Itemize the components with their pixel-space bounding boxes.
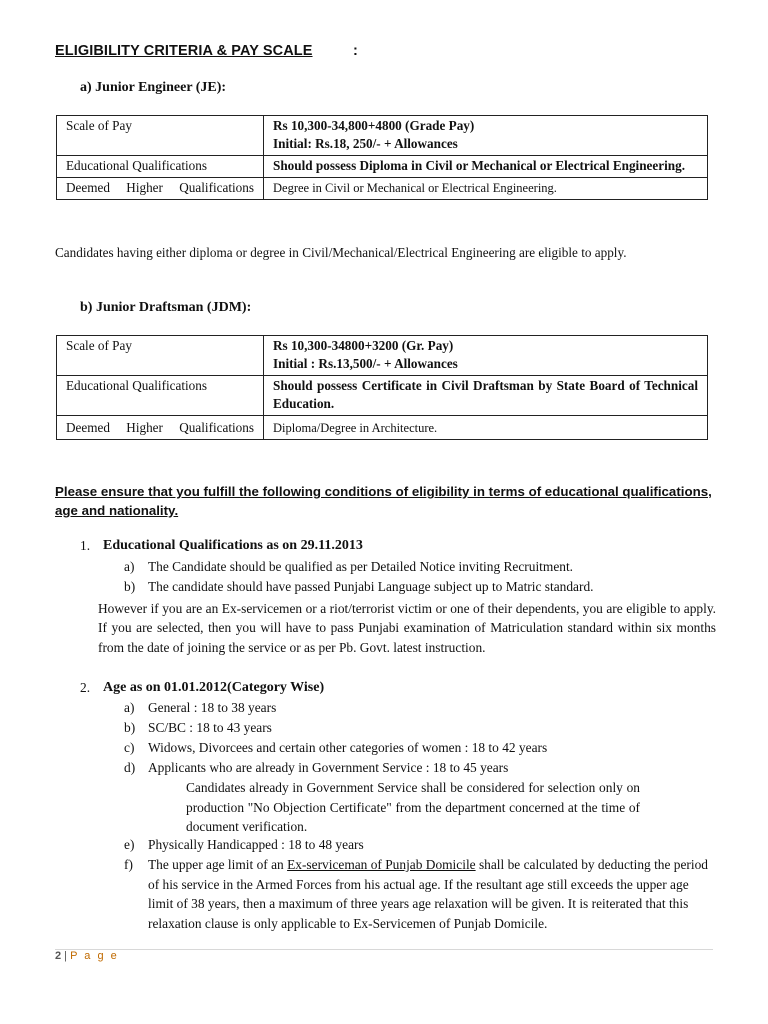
s2-item-d: Applicants who are already in Government Service : 18 to 45 years	[148, 760, 509, 775]
page-label: P a g e	[70, 950, 119, 962]
jdm-edu-value: Should possess Certificate in Civil Draftsman by State Board of Technical Education.	[264, 376, 708, 416]
table-row	[57, 376, 708, 416]
page-title: ELIGIBILITY CRITERIA & PAY SCALE	[55, 43, 313, 59]
jdm-deemed-value: Diploma/Degree in Architecture.	[264, 416, 708, 440]
footer-divider	[55, 949, 713, 950]
table-row	[57, 116, 708, 156]
s2-item-b: SC/BC : 18 to 43 years	[148, 720, 272, 735]
section2-title: Age as on 01.01.2012(Category Wise)	[103, 680, 325, 695]
s2-item-e: Physically Handicapped : 18 to 48 years	[148, 837, 364, 852]
jdm-table	[56, 335, 708, 440]
s2-marker-a: a)	[124, 700, 135, 715]
je-heading: a) Junior Engineer (JE):	[80, 80, 227, 95]
je-edu-value: Should possess Diploma in Civil or Mechanical or Electrical Engineering.	[264, 156, 708, 178]
s1-item-a: The Candidate should be qualified as per Detailed Notice inviting Recruitment.	[148, 559, 574, 574]
title-colon: :	[353, 43, 358, 59]
s1-marker-b: b)	[124, 579, 136, 594]
je-pay-line2: Initial: Rs.18, 250/- + Allowances	[273, 136, 458, 151]
jdm-heading: b) Junior Draftsman (JDM):	[80, 300, 252, 315]
s2-marker-c: c)	[124, 740, 135, 755]
footer-separator: |	[61, 950, 71, 962]
s2-item-f-post: shall be calculated by deducting the period of his service in the Armed Forces from his actual age. If the resultant age still exceeds the upper age limit of 38 years, then a maximum of three years age relaxation will be given. It is reiterated that this relaxation clause is only applicable to Ex-Servicemen of Punjab Domicile.	[148, 857, 709, 931]
section1-title: Educational Qualifications as on 29.11.2013	[103, 538, 363, 553]
je-deemed-label: Deemed Higher Qualifications	[57, 178, 264, 200]
s2-marker-e: e)	[124, 837, 135, 852]
s1-note: However if you are an Ex-servicemen or a riot/terrorist victim or one of their dependents, you are eligible to apply. If you are selected, then you will have to pass Punjabi examination of Matriculation standard within six months from the date of joining the service or as per Pb. Govt. latest instruction.	[98, 601, 716, 655]
s2-item-a: General : 18 to 38 years	[148, 700, 277, 715]
jdm-pay-value	[264, 336, 708, 376]
s2-item-f-pre: The upper age limit of an	[148, 857, 288, 872]
s2-marker-b: b)	[124, 720, 136, 735]
je-deemed-value: Degree in Civil or Mechanical or Electrical Engineering.	[264, 178, 708, 200]
s2-marker-f: f)	[124, 857, 133, 872]
je-pay-label: Scale of Pay	[57, 116, 264, 156]
table-row	[57, 156, 708, 178]
je-note: Candidates having either diploma or degree in Civil/Mechanical/Electrical Engineering are eligible to apply.	[55, 245, 627, 260]
page-footer	[55, 950, 119, 962]
jdm-deemed-label: Deemed Higher Qualifications	[57, 416, 264, 440]
table-row	[57, 336, 708, 376]
page-number: 2	[55, 950, 62, 962]
s1-marker-a: a)	[124, 559, 135, 574]
table-row	[57, 416, 708, 440]
je-table	[56, 115, 708, 200]
section1-number: 1.	[80, 538, 91, 553]
s2-d-note: Candidates already in Government Service shall be considered for selection only on production "No Objection Certificate" from the department concerned at the time of document verification.	[186, 780, 640, 834]
s1-item-b: The candidate should have passed Punjabi Language subject up to Matric standard.	[148, 579, 594, 594]
jdm-pay-line1: Rs 10,300-34800+3200 (Gr. Pay)	[273, 338, 454, 353]
section2-number: 2.	[80, 680, 91, 695]
s2-marker-d: d)	[124, 760, 136, 775]
s2-item-f	[148, 855, 714, 933]
je-pay-line1: Rs 10,300-34,800+4800 (Grade Pay)	[273, 118, 475, 133]
je-pay-value	[264, 116, 708, 156]
conditions-heading: Please ensure that you fulfill the following conditions of eligibility in terms of educational qualifications, age and nationality.	[55, 484, 712, 518]
s2-item-c: Widows, Divorcees and certain other categories of women : 18 to 42 years	[148, 740, 548, 755]
jdm-edu-label: Educational Qualifications	[57, 376, 264, 416]
ex-serviceman-term: Ex-serviceman of Punjab Domicile	[287, 857, 476, 872]
table-row	[57, 178, 708, 200]
je-edu-label: Educational Qualifications	[57, 156, 264, 178]
jdm-pay-label: Scale of Pay	[57, 336, 264, 376]
jdm-pay-line2: Initial : Rs.13,500/- + Allowances	[273, 356, 458, 371]
